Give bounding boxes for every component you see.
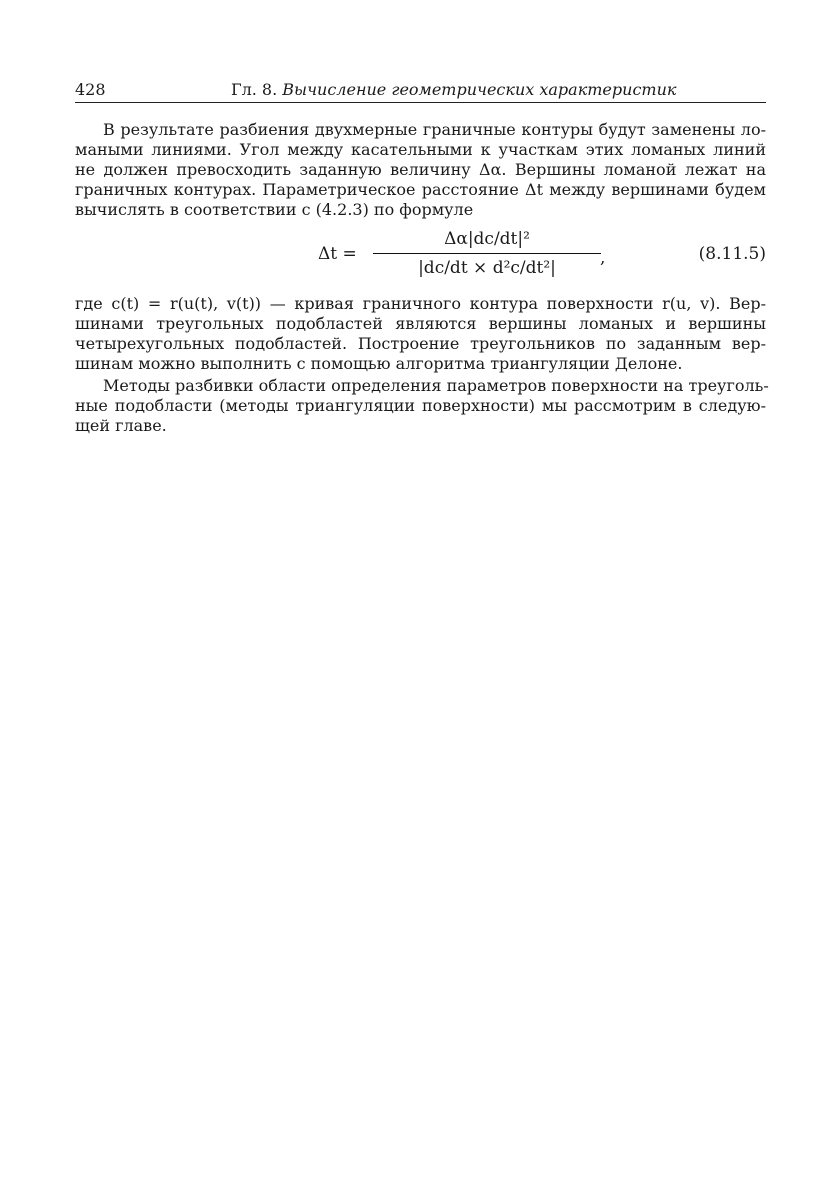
chapter-title: Вычисление геометрических характеристик [282,80,677,99]
text-line: ные подобласти (методы триангуляции поверхности) мы рассмотрим в следую- [75,396,766,415]
running-header [75,80,766,103]
formula-fraction [367,226,607,280]
paragraph-triangulation [75,294,766,374]
formula-lhs: Δt = [318,244,357,264]
paragraph-next-chapter [75,376,769,436]
page-number: 428 [75,80,106,99]
chapter-label: Гл. 8. [231,80,278,99]
text-line: вычислять в соответствии с (4.2.3) по формуле [75,200,474,219]
chapter-heading [231,80,676,99]
text-line: шинами треугольных подобластей являются вершины ломаных и вершины [75,314,766,333]
formula-comma: , [600,248,606,268]
text-line: щей главе. [75,416,167,435]
formula-numerator: Δα|dc/dt|² [444,229,530,249]
text-line: четырехугольных подобластей. Построение треугольников по заданным вер- [75,334,766,353]
text-line: где c(t) = r(u(t), v(t)) — кривая граничного контура поверхности r(u, v). Вер- [75,294,766,313]
equation-8-11-5 [75,226,766,286]
paragraph-intro [75,120,766,220]
text-line: граничных контурах. Параметрическое расстояние Δt между вершинами будем [75,180,766,199]
text-line: шинам можно выполнить с помощью алгоритма триангуляции Делоне. [75,354,683,373]
text-line: Методы разбивки области определения параметров поверхности на треуголь- [103,376,769,395]
equation-number: (8.11.5) [698,244,766,264]
text-line: не должен превосходить заданную величину Δα. Вершины ломаной лежат на [75,160,766,179]
formula-denominator: |dc/dt × d²c/dt²| [418,258,556,278]
text-line: маными линиями. Угол между касательными к участкам этих ломаных линий [75,140,766,159]
text-line: В результате разбиения двухмерные граничные контуры будут заменены ло- [103,120,766,139]
